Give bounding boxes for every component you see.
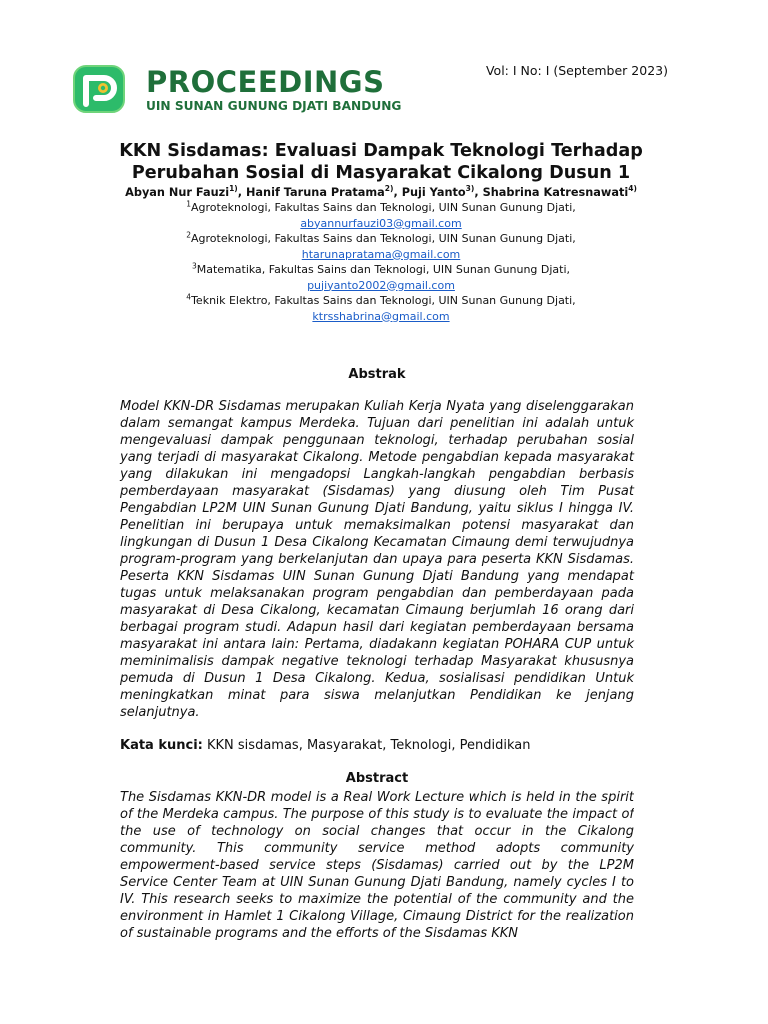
affiliation-2 — [100, 231, 662, 262]
author-separator: , — [474, 186, 483, 199]
affiliation-text: Agroteknologi, Fakultas Sains dan Teknologi, UIN Sunan Gunung Djati, — [191, 201, 576, 214]
author-mark: 1) — [229, 184, 238, 194]
author-mark: 4) — [628, 184, 637, 194]
keywords-label: Kata kunci: — [120, 738, 203, 753]
title-block — [100, 140, 662, 324]
author-separator: , — [393, 186, 402, 199]
brand-subtitle: UIN SUNAN GUNUNG DJATI BANDUNG — [146, 99, 402, 113]
keywords-text: KKN sisdamas, Masyarakat, Teknologi, Pendidikan — [202, 738, 531, 753]
abstrak-heading: Abstrak — [348, 367, 406, 382]
abstract-body: The Sisdamas KKN-DR model is a Real Work Lecture which is held in the spirit of the Merdeka campus. The purpose of this study is to evaluate the impact of the use of technology on social changes that occur in the Cikalong community. This community service method adopts community empowerment-based service steps (Sisdamas) carried out by the LP2M Service Center Team at UIN Sunan Gunung Djati Bandung, namely cycles I to IV. This research seeks to maximize the potential of the community and the environment in Hamlet 1 Cikalong Village, Cimaung District for the realization of sustainable programs and the efforts of the Sisdamas KKN — [120, 790, 634, 941]
author-mark: 3) — [465, 184, 475, 194]
author-name: Abyan Nur Fauzi — [125, 186, 230, 199]
proceedings-logo-icon — [72, 64, 126, 114]
author-email-link[interactable]: abyannurfauzi03@gmail.com — [300, 216, 462, 230]
affiliation-number: 3 — [191, 261, 197, 271]
affiliation-3 — [100, 262, 662, 293]
paper-title: KKN Sisdamas: Evaluasi Dampak Teknologi Terhadap Perubahan Sosial di Masyarakat Cikalong Dusun 1 — [119, 141, 643, 183]
affiliation-4 — [100, 293, 662, 324]
keywords — [120, 737, 634, 754]
author-email-link[interactable]: htarunapratama@gmail.com — [301, 247, 461, 261]
author-separator: , — [237, 186, 246, 199]
author-email-link[interactable]: ktrsshabrina@gmail.com — [312, 309, 450, 323]
author-name: Puji Yanto — [401, 186, 466, 199]
affiliation-text: Teknik Elektro, Fakultas Sains dan Teknologi, UIN Sunan Gunung Djati, — [191, 294, 576, 307]
author-name: Shabrina Katresnawati — [482, 186, 629, 199]
brand — [146, 66, 401, 113]
volume-info: Vol: I No: I (September 2023) — [485, 63, 668, 78]
author-list — [100, 186, 662, 200]
affiliation-number: 2 — [186, 230, 192, 240]
abstrak-body: Model KKN-DR Sisdamas merupakan Kuliah Kerja Nyata yang diselenggarakan dalam semangat kampus Merdeka. Tujuan dari penelitian ini adalah untuk mengevaluasi dampak penggunaan teknologi, terhadap perubahan sosial yang terjadi di masyarakat Cikalong. Metode pengabdian kepada masyarakat yang dilakukan ini mengadopsi Langkah-langkah pengabdian berbasis pemberdayaan masyarakat (Sisdamas) yang diusung oleh Tim Pusat Pengabdian LP2M UIN Sunan Gunung Djati Bandung, yaitu siklus I hingga IV. Penelitian ini berupaya untuk memaksimalkan potensi masyarakat dan lingkungan di Dusun 1 Desa Cikalong Kecamatan Cimaung demi terwujudnya program-program yang berkelanjutan dan upaya para peserta KKN Sisdamas. Peserta KKN Sisdamas UIN Sunan Gunung Djati Bandung yang mendapat tugas untuk melaksanakan program pengabdian dan pemberdayaan pada masyarakat di Desa Cikalong, kecamatan Cimaung berjumlah 16 orang dari berbagai program studi. Adapun hasil dari kegiatan pemberdayaan bersama masyarakat ini antara lain: Pertama, diadakann kegiatan POHARA CUP untuk meminimalisis dampak negative teknologi terhadap Masyarakat khususnya pemuda di Dusun 1 Desa Cikalong. Kedua, sosialisasi pendidikan Untuk meningkatkan minat para siswa melanjutkan Pendidikan ke jenjang selanjutnya. — [120, 399, 634, 720]
affiliation-text: Matematika, Fakultas Sains dan Teknologi, UIN Sunan Gunung Djati, — [196, 263, 571, 276]
brand-title: PROCEEDINGS — [146, 65, 385, 99]
author-name: Hanif Taruna Pratama — [245, 186, 385, 199]
affiliation-text: Agroteknologi, Fakultas Sains dan Teknologi, UIN Sunan Gunung Djati, — [191, 232, 576, 245]
abstract-heading: Abstract — [345, 771, 409, 786]
affiliation-number: 1 — [186, 199, 192, 209]
affiliation-number: 4 — [186, 292, 192, 302]
author-email-link[interactable]: pujiyanto2002@gmail.com — [307, 278, 455, 292]
affiliation-1 — [100, 200, 662, 231]
author-mark: 2) — [384, 184, 394, 194]
